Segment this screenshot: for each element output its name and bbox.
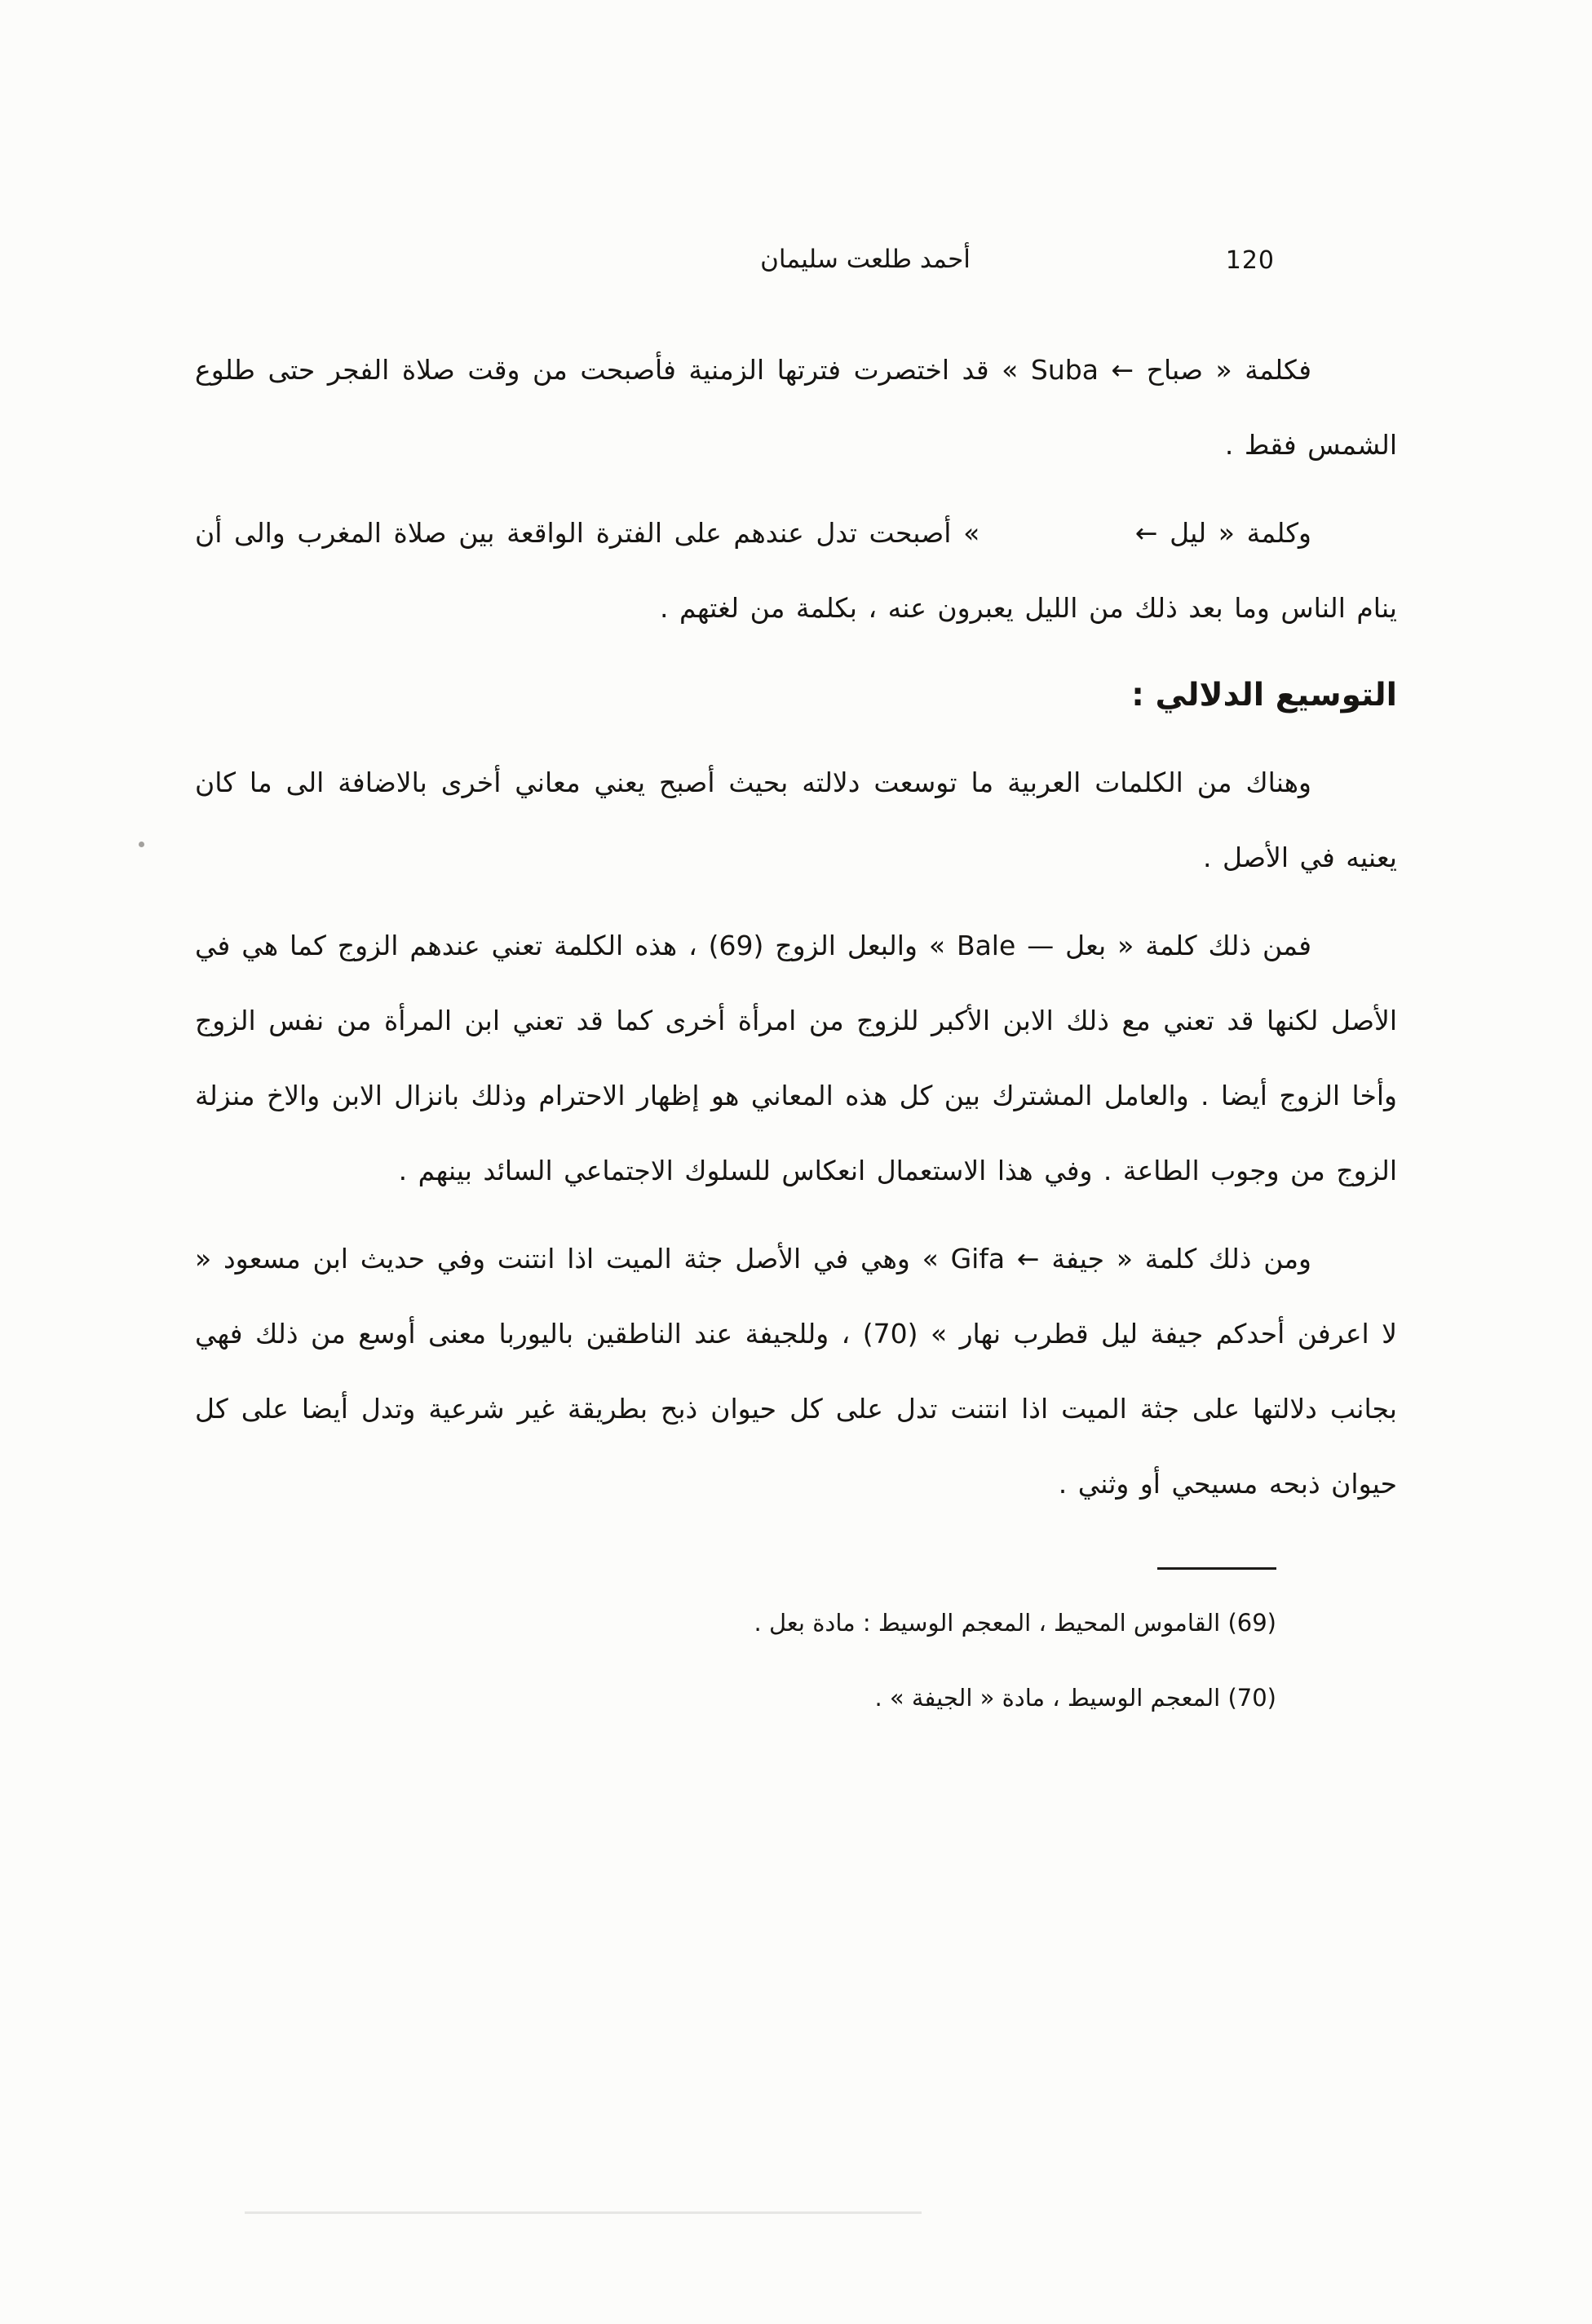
running-header	[195, 245, 1397, 284]
body-paragraph: وهناك من الكلمات العربية ما توسعت دلالته بحيث أصبح يعني معاني أخرى بالاضافة الى ما كان يعنيه في الأصل .	[195, 767, 1397, 873]
body-paragraph: فكلمة « صباح ← Suba » قد اختصرت فترتها الزمنية فأصبحت من وقت صلاة الفجر حتى طلوع الشمس فقط .	[195, 354, 1397, 461]
footnotes-section	[195, 1567, 1397, 1716]
scan-speck	[139, 842, 144, 847]
footnote-divider	[1157, 1567, 1276, 1570]
body-paragraph: ومن ذلك كلمة « جيفة ← Gifa » وهي في الأصل جثة الميت اذا انتنت وفي حديث ابن مسعود « لا اعرفن أحدكم جيفة ليل قطرب نهار » (70) ، وللجيفة عند الناطقين باليوربا معنى أوسع من ذلك فهي بجانب دلالتها على جثة الميت اذا انتنت تدل على كل حيوان ذبح بطريقة غير شرعية وتدل أيضا على كل حيوان ذبحه مسيحي أو وثني .	[195, 1243, 1397, 1500]
page-number: 120	[1225, 246, 1275, 275]
running-header-title: أحمد طلعت سليمان	[760, 245, 971, 274]
body-paragraph: فمن ذلك كلمة « بعل — Bale » والبعل الزوج (69) ، هذه الكلمة تعني عندهم الزوج كما هي في الأصل لكنها قد تعني مع ذلك الابن الأكبر للزوج من امرأة أخرى كما قد تعني ابن المرأة من نفس الزوج وأخا الزوج أيضا . والعامل المشترك بين كل هذه المعاني هو إظهار الاحترام وذلك بانزال الابن والاخ منزلة الزوج من وجوب الطاعة . وفي هذا الاستعمال انعكاس للسلوك الاجتماعي السائد بينهم .	[195, 930, 1397, 1186]
section-heading: التوسيع الدلالي :	[1131, 677, 1397, 714]
scan-artifact-line	[245, 2211, 922, 2214]
page-body	[195, 333, 1397, 1754]
footnote: (69) القاموس المحيط ، المعجم الوسيط : مادة بعل .	[754, 1609, 1276, 1637]
footnote: (70) المعجم الوسيط ، مادة « الجيفة » .	[874, 1684, 1276, 1712]
body-paragraph: وكلمة « ليل ← » أصبحت تدل عندهم على الفترة الواقعة بين صلاة المغرب والى أن ينام الناس وما بعد ذلك من الليل يعبرون عنه ، بكلمة من لغتهم .	[195, 517, 1397, 624]
